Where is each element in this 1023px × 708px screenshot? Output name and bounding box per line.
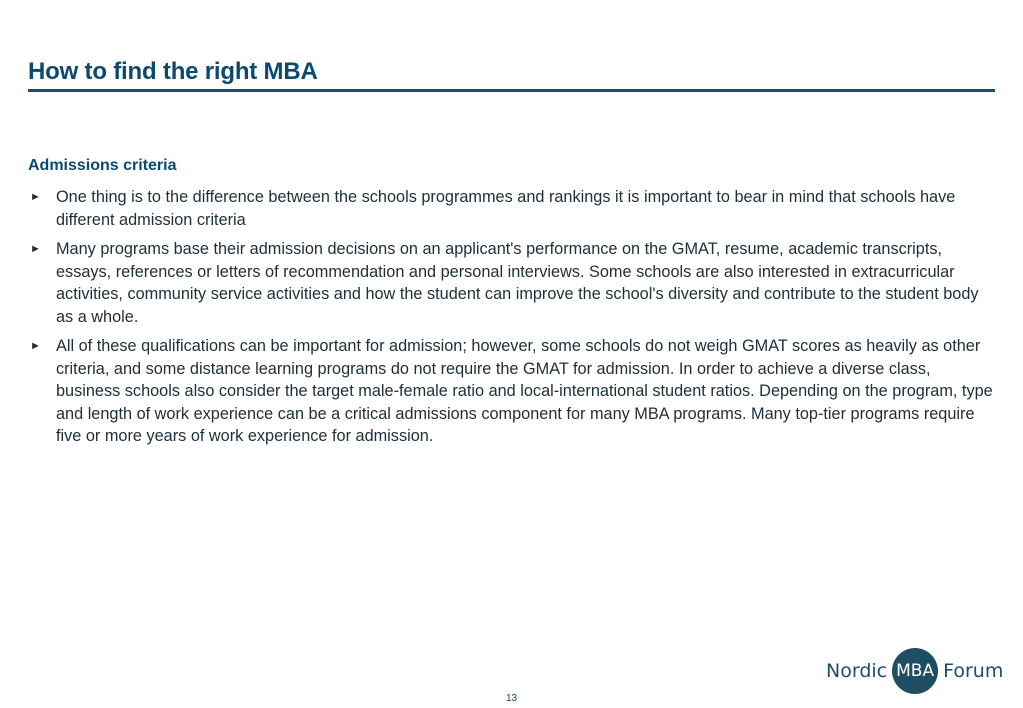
- slide-title: How to find the right MBA: [28, 58, 318, 85]
- title-divider: [28, 89, 995, 92]
- section-heading: Admissions criteria: [28, 157, 177, 174]
- bullet-text: Many programs base their admission decisions on an applicant's performance on the GMAT, resume, academic transcripts, essays, references or letters of recommendation and personal interviews. Some schools are also interested in extracurricular activities, community service activities and how the student can improve the school's diversity and contribute to the student body as a whole.: [56, 240, 979, 326]
- logo-word-nordic: Nordic: [826, 660, 888, 682]
- bullet-item: [28, 335, 993, 448]
- triangle-bullet-icon: ►: [30, 340, 41, 352]
- bullet-text: One thing is to the difference between the schools programmes and rankings it is important to bear in mind that schools have different admission criteria: [56, 188, 956, 229]
- bullet-item: [28, 186, 993, 231]
- logo-circle-mba: MBA: [892, 648, 938, 694]
- nordic-mba-forum-logo: [826, 648, 1003, 694]
- page-number: 13: [505, 693, 518, 704]
- logo-word-forum: Forum: [943, 660, 1004, 682]
- bullet-list: [28, 186, 993, 455]
- bullet-text: All of these qualifications can be important for admission; however, some schools do not weigh GMAT scores as heavily as other criteria, and some distance learning programs do not require the GMAT for admission. In order to achieve a diverse class, business schools also consider the target male-female ratio and local-international student ratios. Depending on the program, type and length of work experience can be a critical admissions component for many MBA programs. Many top-tier programs require five or more years of work experience for admission.: [56, 337, 993, 445]
- bullet-item: [28, 238, 993, 328]
- triangle-bullet-icon: ►: [30, 191, 41, 203]
- triangle-bullet-icon: ►: [30, 243, 41, 255]
